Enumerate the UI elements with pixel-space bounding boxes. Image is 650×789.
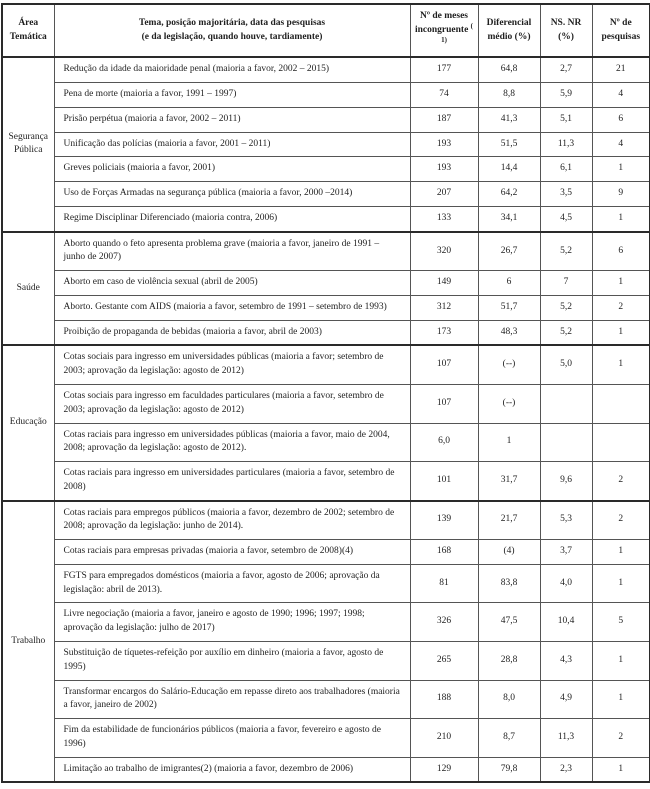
header-meses-label: Nº de meses incongruente <box>414 11 469 35</box>
pesquisas-cell: 21 <box>592 57 650 82</box>
diferencial-cell: (--) <box>478 345 540 384</box>
diferencial-cell: (--) <box>478 385 540 424</box>
table-header <box>2 4 650 57</box>
pesquisas-cell: 4 <box>592 83 650 108</box>
tema-cell: Prisão perpétua (maioria a favor, 2002 – 2011) <box>54 107 410 132</box>
table-row <box>2 320 650 345</box>
table-row <box>2 423 650 462</box>
tema-cell: Aborto quando o feto apresenta problema grave (maioria a favor, janeiro de 1991 – junho de 2007) <box>54 232 410 271</box>
tema-cell: Cotas raciais para empregos públicos (maioria a favor, dezembro de 2002; setembro de 2008; aprovação da legislação: junho de 2014). <box>54 501 410 540</box>
diferencial-cell: 48,3 <box>478 320 540 345</box>
diferencial-cell: 31,7 <box>478 462 540 501</box>
meses-cell: 326 <box>410 603 478 642</box>
pesquisas-cell: 6 <box>592 232 650 271</box>
diferencial-cell: 83,8 <box>478 564 540 603</box>
diferencial-cell: 34,1 <box>478 206 540 231</box>
table-row <box>2 132 650 157</box>
tema-cell: Transformar encargos do Salário-Educação em repasse direto aos trabalhadores (maioria a favor, janeiro de 2002) <box>54 680 410 719</box>
table-row <box>2 232 650 271</box>
tema-cell: Cotas sociais para ingresso em faculdades particulares (maioria a favor, setembro de 2003; aprovação da legislação: agosto de 2012) <box>54 385 410 424</box>
tema-cell: Greves policiais (maioria a favor, 2001) <box>54 157 410 182</box>
pesquisas-cell: 2 <box>592 719 650 758</box>
table-row <box>2 719 650 758</box>
meses-cell: 188 <box>410 680 478 719</box>
nsnr-cell: 3,7 <box>540 540 592 565</box>
meses-cell: 81 <box>410 564 478 603</box>
tema-cell: Fim da estabilidade de funcionários públicos (maioria a favor, fevereiro e agosto de 1996) <box>54 719 410 758</box>
pesquisas-cell: 9 <box>592 182 650 207</box>
table-row <box>2 540 650 565</box>
tema-cell: Livre negociação (maioria a favor, janeiro e agosto de 1990; 1996; 1997; 1998; aprovação da legislação: julho de 2017) <box>54 603 410 642</box>
nsnr-cell: 2,3 <box>540 757 592 782</box>
area-cell: Trabalho <box>2 501 54 783</box>
meses-cell: 187 <box>410 107 478 132</box>
meses-cell: 107 <box>410 385 478 424</box>
tema-cell: Cotas raciais para ingresso em universidades particulares (maioria a favor, setembro de 2008) <box>54 462 410 501</box>
nsnr-cell <box>540 423 592 462</box>
diferencial-cell: 21,7 <box>478 501 540 540</box>
diferencial-cell: 1 <box>478 423 540 462</box>
nsnr-cell: 11,3 <box>540 132 592 157</box>
header-tema-line1: Tema, posição majoritária, data das pesquisas <box>138 17 326 28</box>
header-meses <box>410 4 478 57</box>
meses-cell: 139 <box>410 501 478 540</box>
diferencial-cell: 64,8 <box>478 57 540 82</box>
meses-cell: 210 <box>410 719 478 758</box>
pesquisas-cell <box>592 385 650 424</box>
table-row <box>2 206 650 231</box>
nsnr-cell: 9,6 <box>540 462 592 501</box>
meses-cell: 168 <box>410 540 478 565</box>
tema-cell: Substituição de tíquetes-refeição por auxílio em dinheiro (maioria a favor, agosto de 1995) <box>54 641 410 680</box>
nsnr-cell <box>540 385 592 424</box>
nsnr-cell: 5,2 <box>540 320 592 345</box>
pesquisas-cell: 2 <box>592 462 650 501</box>
tema-cell: Regime Disciplinar Diferenciado (maioria contra, 2006) <box>54 206 410 231</box>
pesquisas-cell: 1 <box>592 271 650 296</box>
meses-cell: 312 <box>410 295 478 320</box>
header-tema <box>54 4 410 57</box>
pesquisas-cell: 4 <box>592 132 650 157</box>
diferencial-cell: 51,5 <box>478 132 540 157</box>
table-row <box>2 295 650 320</box>
meses-cell: 149 <box>410 271 478 296</box>
table-row <box>2 641 650 680</box>
diferencial-cell: 41,3 <box>478 107 540 132</box>
header-tema-line2: (e da legislação, quando houve, tardiamente) <box>141 31 323 42</box>
table-row <box>2 680 650 719</box>
meses-cell: 101 <box>410 462 478 501</box>
meses-cell: 74 <box>410 83 478 108</box>
nsnr-cell: 4,9 <box>540 680 592 719</box>
area-cell: Educação <box>2 345 54 500</box>
diferencial-cell: 47,5 <box>478 603 540 642</box>
table-row <box>2 757 650 782</box>
diferencial-cell: 51,7 <box>478 295 540 320</box>
meses-cell: 193 <box>410 132 478 157</box>
header-meses-footnote: (1) <box>441 21 474 44</box>
meses-cell: 107 <box>410 345 478 384</box>
tema-cell: Cotas sociais para ingresso em universidades públicas (maioria a favor; setembro de 2003; aprovação da legislação: agosto de 2012) <box>54 345 410 384</box>
pesquisas-cell: 1 <box>592 320 650 345</box>
diferencial-cell: 8,8 <box>478 83 540 108</box>
pesquisas-cell: 1 <box>592 345 650 384</box>
nsnr-cell: 6,1 <box>540 157 592 182</box>
diferencial-cell: 64,2 <box>478 182 540 207</box>
header-row <box>2 4 650 57</box>
nsnr-cell: 3,5 <box>540 182 592 207</box>
meses-cell: 129 <box>410 757 478 782</box>
tema-cell: Pena de morte (maioria a favor, 1991 – 1997) <box>54 83 410 108</box>
pesquisas-cell: 1 <box>592 206 650 231</box>
area-cell: Saúde <box>2 232 54 346</box>
pesquisas-cell <box>592 423 650 462</box>
diferencial-cell: 6 <box>478 271 540 296</box>
nsnr-cell: 4,5 <box>540 206 592 231</box>
table-row <box>2 603 650 642</box>
pesquisas-cell: 1 <box>592 540 650 565</box>
meses-cell: 207 <box>410 182 478 207</box>
pesquisas-cell: 2 <box>592 295 650 320</box>
table-row <box>2 107 650 132</box>
nsnr-cell: 5,1 <box>540 107 592 132</box>
incongruence-table <box>1 3 650 783</box>
table-row <box>2 345 650 384</box>
tema-cell: Limitação ao trabalho de imigrantes(2) (maioria a favor, dezembro de 2006) <box>54 757 410 782</box>
nsnr-cell: 10,4 <box>540 603 592 642</box>
meses-cell: 193 <box>410 157 478 182</box>
header-area: Área Temática <box>2 4 54 57</box>
table-row <box>2 385 650 424</box>
meses-cell: 6,0 <box>410 423 478 462</box>
nsnr-cell: 5,9 <box>540 83 592 108</box>
pesquisas-cell: 1 <box>592 564 650 603</box>
meses-cell: 320 <box>410 232 478 271</box>
nsnr-cell: 4,3 <box>540 641 592 680</box>
table-row <box>2 57 650 82</box>
diferencial-cell: 14,4 <box>478 157 540 182</box>
tema-cell: Aborto em caso de violência sexual (abril de 2005) <box>54 271 410 296</box>
nsnr-cell: 5,2 <box>540 295 592 320</box>
tema-cell: Cotas raciais para empresas privadas (maioria a favor, setembro de 2008)(4) <box>54 540 410 565</box>
tema-cell: Redução da idade da maioridade penal (maioria a favor, 2002 – 2015) <box>54 57 410 82</box>
nsnr-cell: 4,0 <box>540 564 592 603</box>
tema-cell: Proibição de propaganda de bebidas (maioria a favor, abril de 2003) <box>54 320 410 345</box>
meses-cell: 133 <box>410 206 478 231</box>
pesquisas-cell: 1 <box>592 757 650 782</box>
tema-cell: Uso de Forças Armadas na segurança pública (maioria a favor, 2000 –2014) <box>54 182 410 207</box>
table-row <box>2 564 650 603</box>
meses-cell: 173 <box>410 320 478 345</box>
header-pesquisas: Nº de pesquisas <box>592 4 650 57</box>
nsnr-cell: 2,7 <box>540 57 592 82</box>
table-row <box>2 462 650 501</box>
pesquisas-cell: 1 <box>592 641 650 680</box>
table-row <box>2 83 650 108</box>
diferencial-cell: 28,8 <box>478 641 540 680</box>
nsnr-cell: 5,3 <box>540 501 592 540</box>
table-row <box>2 182 650 207</box>
diferencial-cell: (4) <box>478 540 540 565</box>
diferencial-cell: 79,8 <box>478 757 540 782</box>
diferencial-cell: 8,0 <box>478 680 540 719</box>
tema-cell: Aborto. Gestante com AIDS (maioria a favor, setembro de 1991 – setembro de 1993) <box>54 295 410 320</box>
nsnr-cell: 5,0 <box>540 345 592 384</box>
pesquisas-cell: 2 <box>592 501 650 540</box>
table-row <box>2 501 650 540</box>
diferencial-cell: 8,7 <box>478 719 540 758</box>
table-body <box>2 57 650 782</box>
tema-cell: Unificação das polícias (maioria a favor, 2001 – 2011) <box>54 132 410 157</box>
header-diferencial: Diferencial médio (%) <box>478 4 540 57</box>
tema-cell: FGTS para empregados domésticos (maioria a favor, agosto de 2006; aprovação da legislação: abril de 2013). <box>54 564 410 603</box>
nsnr-cell: 11,3 <box>540 719 592 758</box>
table-row <box>2 157 650 182</box>
nsnr-cell: 7 <box>540 271 592 296</box>
meses-cell: 177 <box>410 57 478 82</box>
pesquisas-cell: 6 <box>592 107 650 132</box>
nsnr-cell: 5,2 <box>540 232 592 271</box>
table-row <box>2 271 650 296</box>
pesquisas-cell: 5 <box>592 603 650 642</box>
diferencial-cell: 26,7 <box>478 232 540 271</box>
tema-cell: Cotas raciais para ingresso em universidades públicas (maioria a favor, maio de 2004, 2008; aprovação da legislação: agosto de 2012). <box>54 423 410 462</box>
area-cell: Segurança Pública <box>2 57 54 231</box>
pesquisas-cell: 1 <box>592 157 650 182</box>
meses-cell: 265 <box>410 641 478 680</box>
pesquisas-cell: 1 <box>592 680 650 719</box>
header-nsnr: NS. NR (%) <box>540 4 592 57</box>
